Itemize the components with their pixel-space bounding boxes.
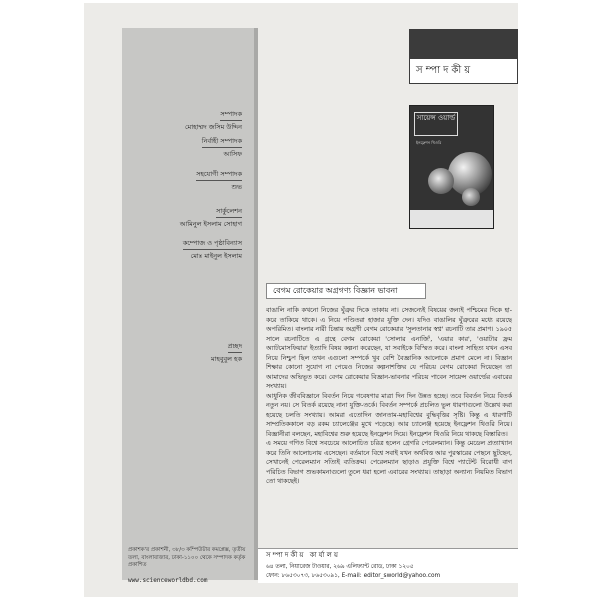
credit-role: সার্কুলেশন — [216, 207, 242, 218]
credits-sidebar — [122, 28, 254, 580]
credit-name: আমিনুল ইসলাম সোহাগ — [179, 220, 242, 228]
credit-cover — [211, 342, 242, 364]
planet-icon — [428, 168, 454, 194]
article-body — [266, 306, 512, 542]
credit-editor — [185, 110, 242, 132]
office-contact: ফোন: ৮৬৫৩০৭৩, ৮৬৫৩০৯১, E-mail: editor_sworld@yahoo.com — [266, 573, 441, 579]
credit-name: মোঃ মাইনুল ইসলাম — [190, 252, 242, 260]
credit-circulation — [180, 207, 242, 229]
planet-icon — [462, 188, 480, 206]
credit-role: নির্বাহী সম্পাদক — [202, 137, 242, 148]
credit-role: সহযোগী সম্পাদক — [196, 170, 242, 181]
article-paragraph: এ সময়ে গণিত বিশ্বে সবচেয়ে আলোচিত চরিত্র হলেন গ্রেগরি পেরেলম্যান। কিন্তু মেডেল প্রত্যাখ্যান করে তিনি আলোচনায় এসেছেন। বর্তমানে বিশ্বে সবাই যখন অর্থবিত্ত আর পুরস্কারের পেছনে ছুটছেন, সেখানেই পেরেলম্যান সত্যিই ব্যতিক্রম। পেরেলম্যান ছাড়াও প্রযুক্তি বিশ্বে প্যাটেন্ট বিরোধী বাগ পরিচিত বিভাগ শুভকামনাগুলো তুলে ধরা হলো এবারের সংখ্যায়। তাছাড়া অন্যান্য নিয়মিত বিভাগ তো থাকছেই। — [266, 440, 512, 485]
article-paragraph: বাঙালি নাকি কখনো নিজের ঘুঁত্রুর দিকে তাকায় না। সেজন্যেই বিষয়ের জন্যই পশ্চিমের দিকে হা-করে তাকিয়ে থাকে। এ নিয়ে পণ্ডিতরা হাজার যুক্তি দেন। যদিও বাঙালির ঘুঁত্রুরের মধ্যে রয়েছে অপরিমিত। বাংলার নারী চিন্তায় অগ্রণী বেগম রোকেয়ার 'সুলতানার স্বপ্ন' রচনাটি তার প্রমাণ। ১৯০৫ সালে রচনাটিতে এ গ্রন্থে বেগম রোকেয়া 'সোলার এনার্জি', 'এয়ার কার', 'ওয়াটার ফ্রম অ্যাটমোসফিয়ার' ইত্যাদি বিষয় কল্পনা করেছেন, যা সবাইকে বিস্মিত করে। বাংলা সাহিত্য যখন এসব নিয়ে নিশ্চুপ ছিল তখন এগুলো সম্পর্কে খুব বেশি বৈজ্ঞানিক আলোকে প্রমাণ মেলে না। বিজ্ঞান শিক্ষার কোনো সুযোগ না পেয়েও নিজের কল্পনাশক্তির যে পরিচয় বেগম রোকেয়া দিয়েছেন তা আমাদের অভিভূত করে। বেগম রোকেয়ার বিজ্ঞান-ভাবনার পরিচয় পাবেন সায়েন্স ওয়ার্ল্ডের এবারের সংখ্যায়। — [266, 307, 512, 390]
page-title: সম্পাদকীয় — [409, 58, 518, 84]
office-address: ৬৪ তলা, নিয়ারেজ টাওয়ার, ২৬৯ এলিফ্যান্ট রোড, ঢাকা ১২০৫ — [266, 564, 414, 570]
cover-logo: সায়েন্স ওয়ার্ল্ড — [414, 112, 458, 136]
credit-name: মাহবুবুল হক — [210, 355, 242, 363]
website-link[interactable]: www.scienceworldbd.com — [128, 577, 208, 584]
credit-role: কম্পোজ ও পৃষ্ঠাবিন্যাস — [183, 239, 242, 250]
editorial-office-box — [258, 548, 518, 583]
office-title: সম্পাদকীয় কার্যালয় — [266, 551, 341, 559]
cover-footer — [410, 210, 493, 228]
credit-name: আসিফ — [223, 150, 242, 158]
credit-compose — [183, 239, 242, 261]
credit-role: সম্পাদক — [220, 110, 242, 121]
credit-executive-editor — [202, 137, 242, 159]
magazine-cover-image — [409, 105, 494, 229]
publisher-address: প্রকাশক'র প্রকাশনী, ৩৮/৩ কম্পিউটার কমপ্লেক্স, তৃতীয় তলা, বাংলাবাজার, ঢাকা-১১০০ থেকে সম্পাদক কর্তৃক প্রকাশিত — [128, 547, 246, 568]
cover-headline: ইনফ্লেশন থিওরি — [416, 140, 442, 145]
article-title: বেগম রোকেয়ার অগ্রগণ্য বিজ্ঞান ভাবনা — [266, 283, 426, 299]
credit-name: মোহাম্মদ জসিম উদ্দিন — [185, 123, 242, 131]
credit-role: প্রচ্ছদ — [228, 342, 242, 353]
sidebar-divider — [254, 28, 258, 580]
credit-associate-editor — [196, 170, 242, 192]
article-paragraph: আধুনিক জীববিজ্ঞানে বিবর্তন নিয়ে গবেষণার মাত্রা দিন দিন উন্নত হচ্ছে। তবে বিবর্তন নিয়ে বিতর্ক নতুন নয়। সে বিতর্ক রয়েছে নানা যুক্তি-তর্কে। বিবর্তন সম্পর্কে প্রচলিত ভুল ধারণাগুলো উল্লেখ করা হয়েছে চলতি সংখ্যায়। আমরা এতোদিন জানতাম-মহাবিশ্বের বুদ্ধিবৃত্তির সৃষ্টি। কিন্তু এ ধারণাটি সাম্প্রতিককালে বড় রকম চ্যালেঞ্জের মুখে পড়েছে। আর চ্যালেঞ্জ হয়েছে ইনফ্লেশন থিওরি নিয়ে। বিজ্ঞানীরা বলছেন, মহাবিশ্বের শুরু হয়েছে ইনফ্লেশন দিয়ে। ইনফ্লেশন থিওরি নিয়ে থাকছে বিস্তারিত। — [266, 392, 512, 438]
credit-name: শুভ — [231, 183, 242, 191]
